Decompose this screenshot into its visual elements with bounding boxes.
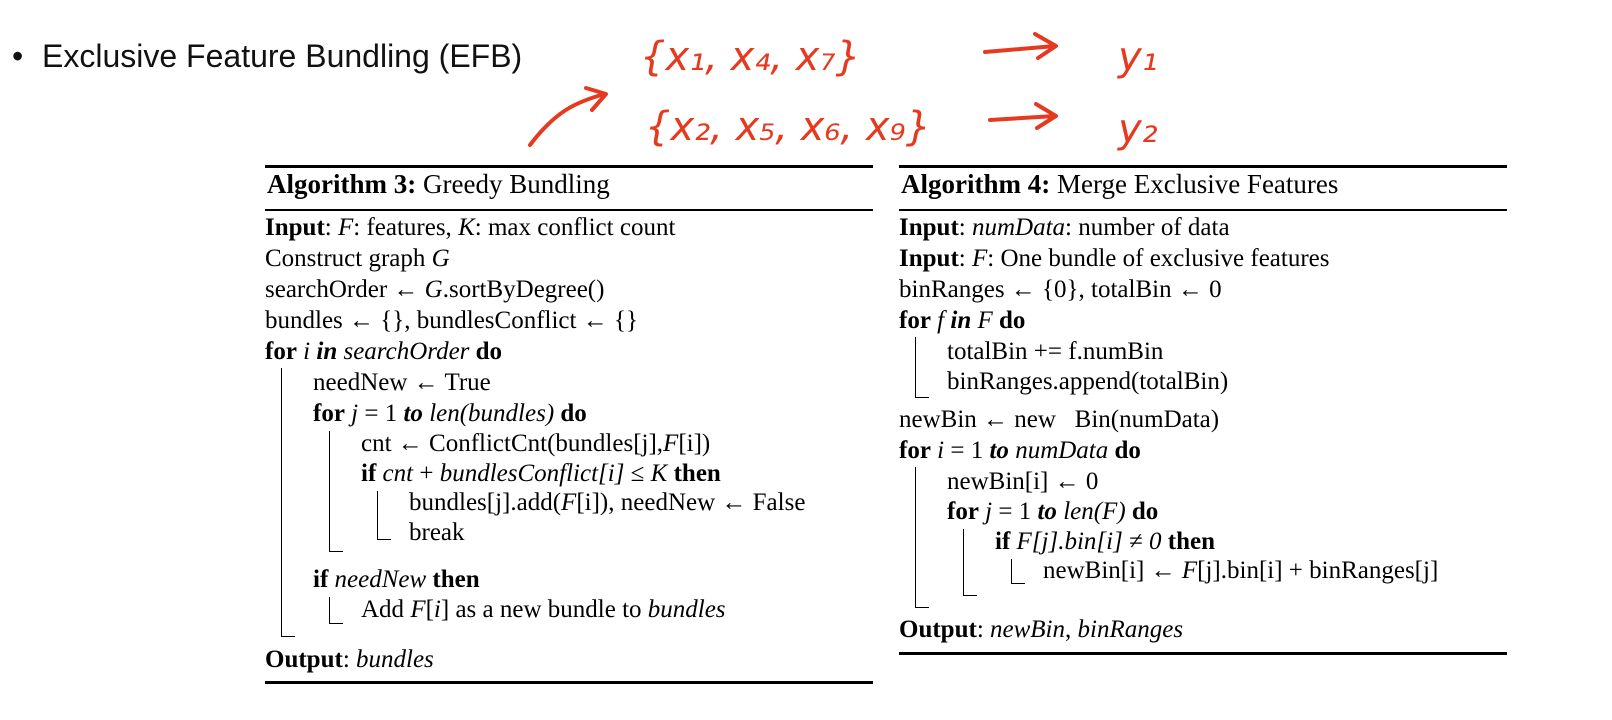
algo3-line-14: Output: bundles bbox=[265, 646, 434, 673]
annotation-target1: y₁ bbox=[1118, 34, 1158, 80]
algorithm-3-title: Algorithm 3: Greedy Bundling bbox=[267, 169, 610, 199]
algo3-line-11: break bbox=[409, 519, 465, 546]
algo3-line-5: for i in searchOrder do bbox=[265, 338, 503, 365]
algo3-line-1: Input: F: features, K: max conflict count bbox=[265, 214, 676, 241]
algo3-line-7: for j = 1 to len(bundles) do bbox=[313, 400, 587, 427]
algo4-line-2: Input: F: One bundle of exclusive features bbox=[899, 245, 1330, 272]
top-rule bbox=[265, 165, 873, 168]
block-bar bbox=[281, 368, 282, 636]
block-bar bbox=[963, 529, 964, 595]
algo3-line-4: bundles ← {}, bundlesConflict ← {} bbox=[265, 307, 638, 334]
block-foot bbox=[377, 539, 391, 540]
algo4-line-10: for j = 1 to len(F) do bbox=[947, 498, 1159, 525]
block-bar bbox=[329, 431, 330, 551]
algo3-line-8: cnt ← ConflictCnt(bundles[j],F[i]) bbox=[361, 430, 711, 457]
arrow-set1-icon bbox=[985, 34, 1056, 58]
block-foot bbox=[963, 595, 977, 596]
algo3-line-3: searchOrder ← G.sortByDegree() bbox=[265, 276, 605, 303]
block-bar bbox=[915, 337, 916, 397]
block-foot bbox=[329, 623, 343, 624]
algo4-line-12: newBin[i] ← F[j].bin[i] + binRanges[j] bbox=[1043, 557, 1439, 584]
algo4-line-8: for i = 1 to numData do bbox=[899, 437, 1141, 464]
arrow-set2-icon bbox=[990, 104, 1056, 128]
annotation-set2: {x₂, x₅, x₆, x₉} bbox=[645, 104, 932, 150]
algo3-line-9: if cnt + bundlesConflict[i] ≤ K then bbox=[361, 460, 721, 487]
block-bar bbox=[377, 491, 378, 539]
algo3-line-12: if needNew then bbox=[313, 566, 480, 593]
algo4-line-9: newBin[i] ← 0 bbox=[947, 468, 1099, 495]
arrow-curve-icon bbox=[530, 88, 606, 145]
block-bar bbox=[915, 467, 916, 607]
algo3-line-10: bundles[j].add(F[i]), needNew ← False bbox=[409, 489, 806, 516]
algorithm-4-box bbox=[899, 165, 1507, 655]
algo4-line-4: for f in F do bbox=[899, 307, 1026, 334]
algorithm-3-box bbox=[265, 165, 873, 685]
block-foot bbox=[915, 607, 929, 608]
algo4-line-13: Output: newBin, binRanges bbox=[899, 616, 1184, 643]
block-foot bbox=[915, 397, 929, 398]
algo4-line-11: if F[j].bin[i] ≠ 0 then bbox=[995, 528, 1216, 555]
bottom-rule bbox=[265, 681, 873, 684]
algo4-line-5: totalBin += f.numBin bbox=[947, 338, 1164, 365]
annotation-set1: {x₁, x₄, x₇} bbox=[640, 34, 861, 80]
block-foot bbox=[329, 551, 343, 552]
mid-rule bbox=[899, 209, 1507, 211]
algo3-line-2: Construct graph G bbox=[265, 245, 450, 272]
bottom-rule bbox=[899, 652, 1507, 655]
block-foot bbox=[1011, 583, 1025, 584]
algo4-line-1: Input: numData: number of data bbox=[899, 214, 1230, 241]
algo4-line-6: binRanges.append(totalBin) bbox=[947, 368, 1229, 395]
top-rule bbox=[899, 165, 1507, 168]
block-bar bbox=[329, 597, 330, 623]
algo4-line-7: newBin ← new Bin(numData) bbox=[899, 406, 1220, 433]
heading-text: Exclusive Feature Bundling (EFB) bbox=[42, 38, 523, 74]
block-bar bbox=[1011, 559, 1012, 583]
algorithm-4-title: Algorithm 4: Merge Exclusive Features bbox=[901, 169, 1339, 199]
mid-rule bbox=[265, 209, 873, 211]
bullet-dot: • bbox=[12, 38, 24, 74]
algo3-line-6: needNew ← True bbox=[313, 369, 491, 396]
algo3-line-13: Add F[i] as a new bundle to bundles bbox=[361, 596, 726, 623]
algo4-line-3: binRanges ← {0}, totalBin ← 0 bbox=[899, 276, 1222, 303]
block-foot bbox=[281, 636, 295, 637]
annotation-target2: y₂ bbox=[1118, 106, 1158, 152]
